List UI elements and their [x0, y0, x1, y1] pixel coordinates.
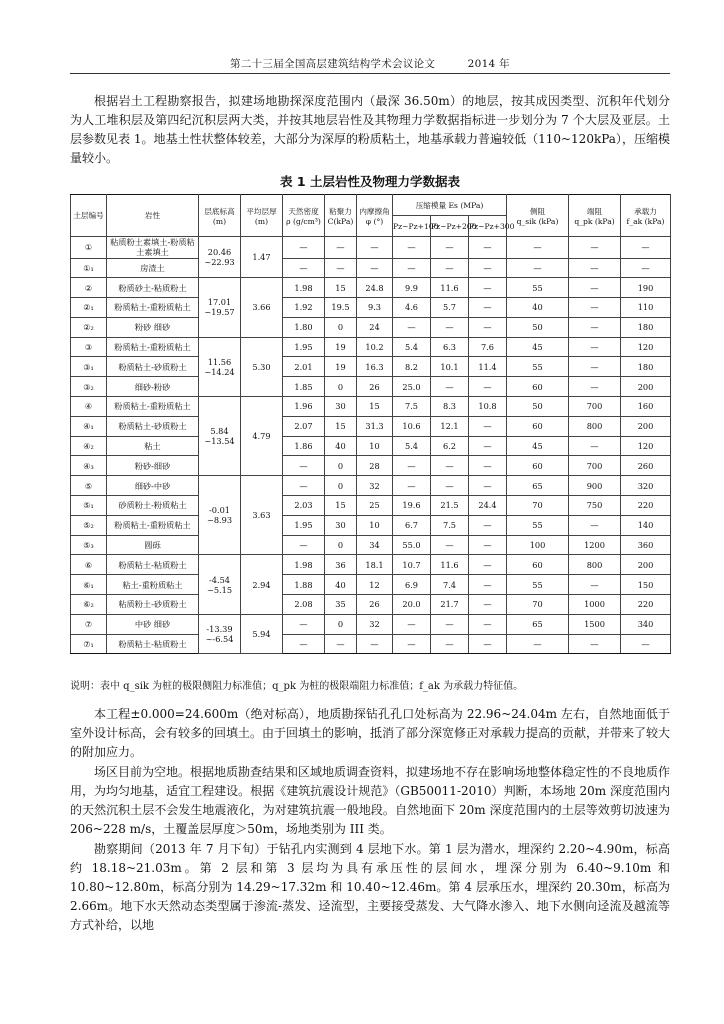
value-cell-e1: 7.5: [393, 397, 431, 417]
value-cell-e2: —: [431, 634, 469, 654]
value-cell-qp: —: [569, 357, 621, 377]
value-cell-e1: —: [393, 237, 431, 259]
table-row: [71, 535, 671, 555]
value-cell-e3: —: [469, 278, 507, 298]
value-cell-e3: —: [469, 595, 507, 615]
paragraph-elevation: 本工程±0.000=24.600m（绝对标高），地质勘探钻孔孔口处标高为 22.96~24.04m 左右，自然地面低于室外设计标高，会有较多的回填土。由于回填土的影响，抵消了部分深宽修正对承载力提高的贡献，并带来了较大的附加应力。: [70, 707, 671, 759]
table-row: [71, 317, 671, 337]
value-cell-phi: 24: [357, 317, 393, 337]
value-cell-qp: —: [569, 436, 621, 456]
lithology-cell: 砂质粉土-粉质粘土: [107, 496, 199, 516]
value-cell-c: 0: [325, 456, 357, 476]
value-cell-e2: 11.6: [431, 278, 469, 298]
value-cell-e1: —: [393, 634, 431, 654]
value-cell-e2: 7.5: [431, 515, 469, 535]
value-cell-fa: 200: [621, 377, 671, 397]
value-cell-e2: —: [431, 476, 469, 496]
value-cell-qp: —: [569, 377, 621, 397]
value-cell-qs: —: [507, 634, 569, 654]
value-cell-fa: 200: [621, 555, 671, 575]
value-cell-e1: 25.0: [393, 377, 431, 397]
lithology-cell: 房渣土: [107, 258, 199, 278]
value-cell-c: 36: [325, 555, 357, 575]
value-cell-c: 40: [325, 436, 357, 456]
soil-table-body: [71, 237, 671, 654]
value-cell-rho: —: [283, 456, 325, 476]
value-cell-phi: 16.3: [357, 357, 393, 377]
value-cell-qp: 1500: [569, 614, 621, 634]
value-cell-e3: —: [469, 298, 507, 318]
table-row: [71, 496, 671, 516]
paragraph-site: 场区目前为空地。根据地质勘查结果和区域地质调查资料，拟建场地不存在影响场地整体稳定性的不良地质作用，为均匀地基，适宜工程建设。根据《建筑抗震设计规范》（GB50011-2010）判断，本场地 20m 深度范围内的天然沉积土层不会发生地震液化，为对建筑抗震一般地段。自然地面下 20m 深度范围内的土层等效剪切波速为 206~228 m/s，土覆盖层厚度＞50m，场地类别为 III 类。: [70, 765, 671, 836]
header-modulus-100: Pz~Pz+100: [393, 216, 431, 237]
value-cell-c: 40: [325, 575, 357, 595]
value-cell-qp: 1000: [569, 595, 621, 615]
table-row: [71, 278, 671, 298]
value-cell-rho: 2.07: [283, 416, 325, 436]
layer-no-cell: ⑦₁: [71, 634, 107, 654]
value-cell-c: 15: [325, 496, 357, 516]
value-cell-e3: —: [469, 535, 507, 555]
value-cell-e1: 4.6: [393, 298, 431, 318]
value-cell-phi: 25: [357, 496, 393, 516]
value-cell-c: 0: [325, 476, 357, 496]
table-row: [71, 575, 671, 595]
layer-no-cell: ④: [71, 397, 107, 417]
value-cell-rho: 1.95: [283, 337, 325, 357]
value-cell-rho: 1.98: [283, 555, 325, 575]
value-cell-e3: —: [469, 416, 507, 436]
value-cell-fa: 120: [621, 337, 671, 357]
value-cell-qs: 55: [507, 278, 569, 298]
layer-no-cell: ④₃: [71, 456, 107, 476]
value-cell-e1: —: [393, 476, 431, 496]
header-side-res: 侧阻 q_sik (kPa): [507, 195, 569, 237]
table-row: [71, 357, 671, 377]
value-cell-qp: 700: [569, 456, 621, 476]
value-cell-qp: —: [569, 258, 621, 278]
value-cell-phi: 24.8: [357, 278, 393, 298]
value-cell-qp: 700: [569, 397, 621, 417]
value-cell-fa: 220: [621, 496, 671, 516]
value-cell-qs: 70: [507, 595, 569, 615]
value-cell-e1: 5.4: [393, 337, 431, 357]
value-cell-e3: —: [469, 456, 507, 476]
value-cell-e3: —: [469, 237, 507, 259]
lithology-cell: 粉质粘土-重粉质粘土: [107, 515, 199, 535]
value-cell-qs: 55: [507, 357, 569, 377]
value-cell-qs: 50: [507, 397, 569, 417]
layer-no-cell: ③: [71, 337, 107, 357]
table-row: [71, 416, 671, 436]
value-cell-e2: —: [431, 258, 469, 278]
lithology-cell: 粉质粘土-砂质粉土: [107, 357, 199, 377]
value-cell-qs: 60: [507, 416, 569, 436]
value-cell-qs: 65: [507, 614, 569, 634]
value-cell-e1: 19.6: [393, 496, 431, 516]
lithology-cell: 细砂-中砂: [107, 476, 199, 496]
avg-thickness-cell: 5.94: [241, 614, 283, 654]
value-cell-e1: 6.9: [393, 575, 431, 595]
running-header: 第二十三届全国高层建筑结构学术会议论文 2014 年: [230, 58, 510, 70]
value-cell-e3: —: [469, 377, 507, 397]
value-cell-qs: 60: [507, 377, 569, 397]
lithology-cell: 粘质粉土-砂质粉土: [107, 595, 199, 615]
value-cell-c: 19: [325, 357, 357, 377]
value-cell-e3: —: [469, 476, 507, 496]
header-modulus-300: Pz~Pz+300: [469, 216, 507, 237]
value-cell-qs: 60: [507, 456, 569, 476]
table-row: [71, 237, 671, 259]
value-cell-c: 35: [325, 595, 357, 615]
lithology-cell: 粉砂 细砂: [107, 317, 199, 337]
table-row: [71, 476, 671, 496]
value-cell-fa: 120: [621, 436, 671, 456]
value-cell-e1: 8.2: [393, 357, 431, 377]
layer-no-cell: ④₁: [71, 416, 107, 436]
header-cohesion: 粘聚力 C(kPa): [325, 195, 357, 237]
value-cell-qp: 750: [569, 496, 621, 516]
value-cell-rho: —: [283, 614, 325, 634]
value-cell-phi: 34: [357, 535, 393, 555]
value-cell-qs: —: [507, 258, 569, 278]
value-cell-qp: —: [569, 575, 621, 595]
value-cell-e2: —: [431, 456, 469, 476]
layer-no-cell: ①₁: [71, 258, 107, 278]
value-cell-rho: 1.92: [283, 298, 325, 318]
value-cell-phi: 32: [357, 476, 393, 496]
value-cell-e2: 5.7: [431, 298, 469, 318]
value-cell-e3: —: [469, 614, 507, 634]
value-cell-rho: —: [283, 634, 325, 654]
value-cell-c: 15: [325, 278, 357, 298]
header-bottom-elev: 层底标高 (m): [199, 195, 241, 237]
value-cell-c: 0: [325, 535, 357, 555]
value-cell-fa: 110: [621, 298, 671, 318]
bottom-elev-cell: -13.39 ~-6.54: [199, 614, 241, 654]
value-cell-rho: —: [283, 258, 325, 278]
value-cell-e1: 20.0: [393, 595, 431, 615]
lithology-cell: 粉质砂土-粘质粉土: [107, 278, 199, 298]
value-cell-rho: 2.03: [283, 496, 325, 516]
layer-no-cell: ②₂: [71, 317, 107, 337]
lithology-cell: 粉质粘土-重粉质粘土: [107, 397, 199, 417]
value-cell-rho: 2.08: [283, 595, 325, 615]
table-note: 说明：表中 q_sik 为桩的极限侧阻力标准值；q_pk 为桩的极限端阻力标准值；f_ak 为承载力特征值。: [70, 681, 524, 692]
value-cell-phi: 10: [357, 515, 393, 535]
value-cell-rho: 1.80: [283, 317, 325, 337]
value-cell-e1: 10.7: [393, 555, 431, 575]
lithology-cell: 粉质粘土-重粉质粘土: [107, 337, 199, 357]
table-row: [71, 298, 671, 318]
layer-no-cell: ③₁: [71, 357, 107, 377]
avg-thickness-cell: 4.79: [241, 397, 283, 476]
value-cell-qp: 800: [569, 555, 621, 575]
value-cell-qp: —: [569, 298, 621, 318]
table-row: [71, 436, 671, 456]
layer-no-cell: ④₂: [71, 436, 107, 456]
value-cell-qs: 60: [507, 555, 569, 575]
value-cell-qp: —: [569, 337, 621, 357]
value-cell-e3: —: [469, 317, 507, 337]
layer-no-cell: ③₂: [71, 377, 107, 397]
value-cell-e3: —: [469, 634, 507, 654]
value-cell-phi: 18.1: [357, 555, 393, 575]
lithology-cell: 中砂 细砂: [107, 614, 199, 634]
header-avg-thickness: 平均层厚 (m): [241, 195, 283, 237]
layer-no-cell: ⑥: [71, 555, 107, 575]
table-row: [71, 515, 671, 535]
value-cell-c: —: [325, 237, 357, 259]
value-cell-phi: 10: [357, 436, 393, 456]
table-row: [71, 634, 671, 654]
table-row: [71, 456, 671, 476]
value-cell-e3: —: [469, 555, 507, 575]
bottom-elev-cell: 11.56 ~14.24: [199, 337, 241, 396]
value-cell-e2: 12.1: [431, 416, 469, 436]
lithology-cell: 粘土: [107, 436, 199, 456]
value-cell-e2: 7.4: [431, 575, 469, 595]
layer-no-cell: ②: [71, 278, 107, 298]
value-cell-qs: 40: [507, 298, 569, 318]
value-cell-c: 0: [325, 317, 357, 337]
header-end-res: 端阻 q_pk (kPa): [569, 195, 621, 237]
value-cell-qs: 65: [507, 476, 569, 496]
avg-thickness-cell: 3.63: [241, 476, 283, 555]
value-cell-e3: —: [469, 436, 507, 456]
lithology-cell: 粘土-重粉质粘土: [107, 575, 199, 595]
table-row: [71, 258, 671, 278]
value-cell-fa: 340: [621, 614, 671, 634]
value-cell-rho: 1.86: [283, 436, 325, 456]
header-density: 天然密度 ρ (g/cm³): [283, 195, 325, 237]
value-cell-e2: —: [431, 614, 469, 634]
paragraph-groundwater: 勘察期间（2013 年 7 月下旬）于钻孔内实测到 4 层地下水。第 1 层为潜水，埋深约 2.20~4.90m，标高约 18.18~21.03m。第 2 层和第 3 层均为具有承压性的层间水，埋深分别为 6.40~9.10m 和 10.80~12.80m，标高分别为 14.29~17.32m 和 10.40~12.46m。第 4 层承压水，埋深约 20.30m，标高为 2.66m。地下水天然动态类型属于渗流-蒸发、迳流型，主要接受蒸发、大气降水渗入、地下水侧向迳流及越流等方式补给，以地: [70, 842, 670, 932]
value-cell-e3: 7.6: [469, 337, 507, 357]
layer-no-cell: ⑦: [71, 614, 107, 634]
value-cell-fa: 150: [621, 575, 671, 595]
value-cell-phi: —: [357, 258, 393, 278]
value-cell-qs: —: [507, 237, 569, 259]
value-cell-c: 15: [325, 416, 357, 436]
value-cell-phi: 12: [357, 575, 393, 595]
header-modulus-200: Pz~Pz+200: [431, 216, 469, 237]
lithology-cell: 圆砾: [107, 535, 199, 555]
value-cell-e1: 9.9: [393, 278, 431, 298]
table-row: [71, 595, 671, 615]
value-cell-e2: 11.6: [431, 555, 469, 575]
value-cell-e2: —: [431, 317, 469, 337]
value-cell-rho: 2.01: [283, 357, 325, 377]
lithology-cell: 粉砂-细砂: [107, 456, 199, 476]
value-cell-e2: 6.2: [431, 436, 469, 456]
value-cell-qp: —: [569, 515, 621, 535]
value-cell-e2: —: [431, 377, 469, 397]
value-cell-c: 30: [325, 515, 357, 535]
layer-no-cell: ⑤₂: [71, 515, 107, 535]
bottom-elev-cell: -4.54 ~5.15: [199, 555, 241, 614]
layer-no-cell: ⑤: [71, 476, 107, 496]
value-cell-e2: 21.7: [431, 595, 469, 615]
value-cell-phi: 32: [357, 614, 393, 634]
value-cell-qp: —: [569, 634, 621, 654]
value-cell-qs: 70: [507, 496, 569, 516]
value-cell-e3: —: [469, 575, 507, 595]
value-cell-e1: 10.6: [393, 416, 431, 436]
value-cell-phi: —: [357, 634, 393, 654]
value-cell-e3: —: [469, 515, 507, 535]
layer-no-cell: ②₁: [71, 298, 107, 318]
value-cell-rho: 1.98: [283, 278, 325, 298]
value-cell-qp: —: [569, 237, 621, 259]
value-cell-qs: 55: [507, 515, 569, 535]
avg-thickness-cell: 2.94: [241, 555, 283, 614]
avg-thickness-cell: 5.30: [241, 337, 283, 396]
value-cell-fa: —: [621, 237, 671, 259]
value-cell-c: 30: [325, 397, 357, 417]
value-cell-qs: 45: [507, 436, 569, 456]
value-cell-qp: 1200: [569, 535, 621, 555]
table-row: [71, 337, 671, 357]
value-cell-e1: 6.7: [393, 515, 431, 535]
value-cell-rho: 1.96: [283, 397, 325, 417]
table-row: [71, 614, 671, 634]
table-row: [71, 377, 671, 397]
value-cell-fa: 190: [621, 278, 671, 298]
lithology-cell: 粉质粘土-砂质粉土: [107, 416, 199, 436]
value-cell-phi: —: [357, 237, 393, 259]
value-cell-e1: 5.4: [393, 436, 431, 456]
value-cell-e3: 10.8: [469, 397, 507, 417]
value-cell-rho: —: [283, 535, 325, 555]
lithology-cell: 细砂-粉砂: [107, 377, 199, 397]
value-cell-e2: 10.1: [431, 357, 469, 377]
layer-no-cell: ⑥₁: [71, 575, 107, 595]
layer-no-cell: ①: [71, 237, 107, 259]
value-cell-e1: 55.0: [393, 535, 431, 555]
value-cell-rho: 1.85: [283, 377, 325, 397]
header-lithology: 岩性: [107, 195, 199, 237]
value-cell-fa: 160: [621, 397, 671, 417]
value-cell-fa: 140: [621, 515, 671, 535]
value-cell-e2: 21.5: [431, 496, 469, 516]
value-cell-qs: 45: [507, 337, 569, 357]
value-cell-c: 19: [325, 337, 357, 357]
lithology-cell: 粉质粘土-粘质粉土: [107, 555, 199, 575]
intro-paragraph: 根据岩土工程勘察报告，拟建场地勘探深度范围内（最深 36.50m）的地层，按其成因类型、沉积年代划分为人工堆积层及第四纪沉积层两大类，并按其地层岩性及其物理力学数据指标进一步划分为 7 个大层及亚层。土层参数见表 1。地基土性状整体较差，大部分为深厚的粉质粘土，地基承载力普遍较低（110~120kPa），压缩模量较小。: [70, 94, 670, 165]
lithology-cell: 粘质粉土素填土-粉质粘土素填土: [107, 237, 199, 259]
value-cell-fa: 180: [621, 357, 671, 377]
bottom-elev-cell: 20.46 ~22.93: [199, 237, 241, 278]
value-cell-phi: 31.3: [357, 416, 393, 436]
table-row: [71, 397, 671, 417]
value-cell-qs: 100: [507, 535, 569, 555]
value-cell-rho: 1.95: [283, 515, 325, 535]
value-cell-fa: 260: [621, 456, 671, 476]
value-cell-qp: 900: [569, 476, 621, 496]
header-rule: [70, 73, 670, 74]
value-cell-qs: 55: [507, 575, 569, 595]
value-cell-fa: 360: [621, 535, 671, 555]
value-cell-e1: —: [393, 258, 431, 278]
value-cell-e2: —: [431, 535, 469, 555]
value-cell-c: 0: [325, 614, 357, 634]
value-cell-c: 0: [325, 377, 357, 397]
layer-no-cell: ⑤₃: [71, 535, 107, 555]
value-cell-e1: —: [393, 317, 431, 337]
value-cell-fa: 220: [621, 595, 671, 615]
value-cell-e1: —: [393, 614, 431, 634]
value-cell-qs: 50: [507, 317, 569, 337]
header-modulus: 压缩模量 Es (MPa): [393, 195, 507, 216]
soil-data-table: [70, 194, 671, 654]
value-cell-rho: —: [283, 237, 325, 259]
value-cell-e2: —: [431, 237, 469, 259]
table-title: 表 1 土层岩性及物理力学数据表: [280, 174, 460, 189]
value-cell-fa: —: [621, 634, 671, 654]
header-bearing: 承载力 f_ak (kPa): [621, 195, 671, 237]
value-cell-e3: —: [469, 258, 507, 278]
header-friction: 内摩擦角 φ (°): [357, 195, 393, 237]
value-cell-e3: 24.4: [469, 496, 507, 516]
value-cell-fa: —: [621, 258, 671, 278]
value-cell-c: 19.5: [325, 298, 357, 318]
value-cell-e1: —: [393, 456, 431, 476]
lithology-cell: 粉质粘土-粘质粉土: [107, 634, 199, 654]
value-cell-qp: 800: [569, 416, 621, 436]
value-cell-phi: 28: [357, 456, 393, 476]
avg-thickness-cell: 3.66: [241, 278, 283, 337]
value-cell-phi: 9.3: [357, 298, 393, 318]
layer-no-cell: ⑥₂: [71, 595, 107, 615]
value-cell-phi: 10.2: [357, 337, 393, 357]
avg-thickness-cell: 1.47: [241, 237, 283, 278]
lithology-cell: 粉质粘土-重粉质粘土: [107, 298, 199, 318]
value-cell-fa: 320: [621, 476, 671, 496]
bottom-elev-cell: 17.01 ~19.57: [199, 278, 241, 337]
value-cell-c: —: [325, 258, 357, 278]
value-cell-rho: 1.88: [283, 575, 325, 595]
value-cell-phi: 26: [357, 377, 393, 397]
value-cell-e2: 6.3: [431, 337, 469, 357]
value-cell-fa: 180: [621, 317, 671, 337]
value-cell-phi: 26: [357, 595, 393, 615]
value-cell-rho: —: [283, 476, 325, 496]
value-cell-phi: 15: [357, 397, 393, 417]
value-cell-qp: —: [569, 278, 621, 298]
bottom-elev-cell: 5.84 ~13.54: [199, 397, 241, 476]
value-cell-qp: —: [569, 317, 621, 337]
value-cell-e3: 11.4: [469, 357, 507, 377]
header-layer-no: 土层编号: [71, 195, 107, 237]
value-cell-e2: 8.3: [431, 397, 469, 417]
value-cell-c: —: [325, 634, 357, 654]
table-row: [71, 555, 671, 575]
bottom-elev-cell: -0.01 ~8.93: [199, 476, 241, 555]
value-cell-fa: 200: [621, 416, 671, 436]
layer-no-cell: ⑤₁: [71, 496, 107, 516]
